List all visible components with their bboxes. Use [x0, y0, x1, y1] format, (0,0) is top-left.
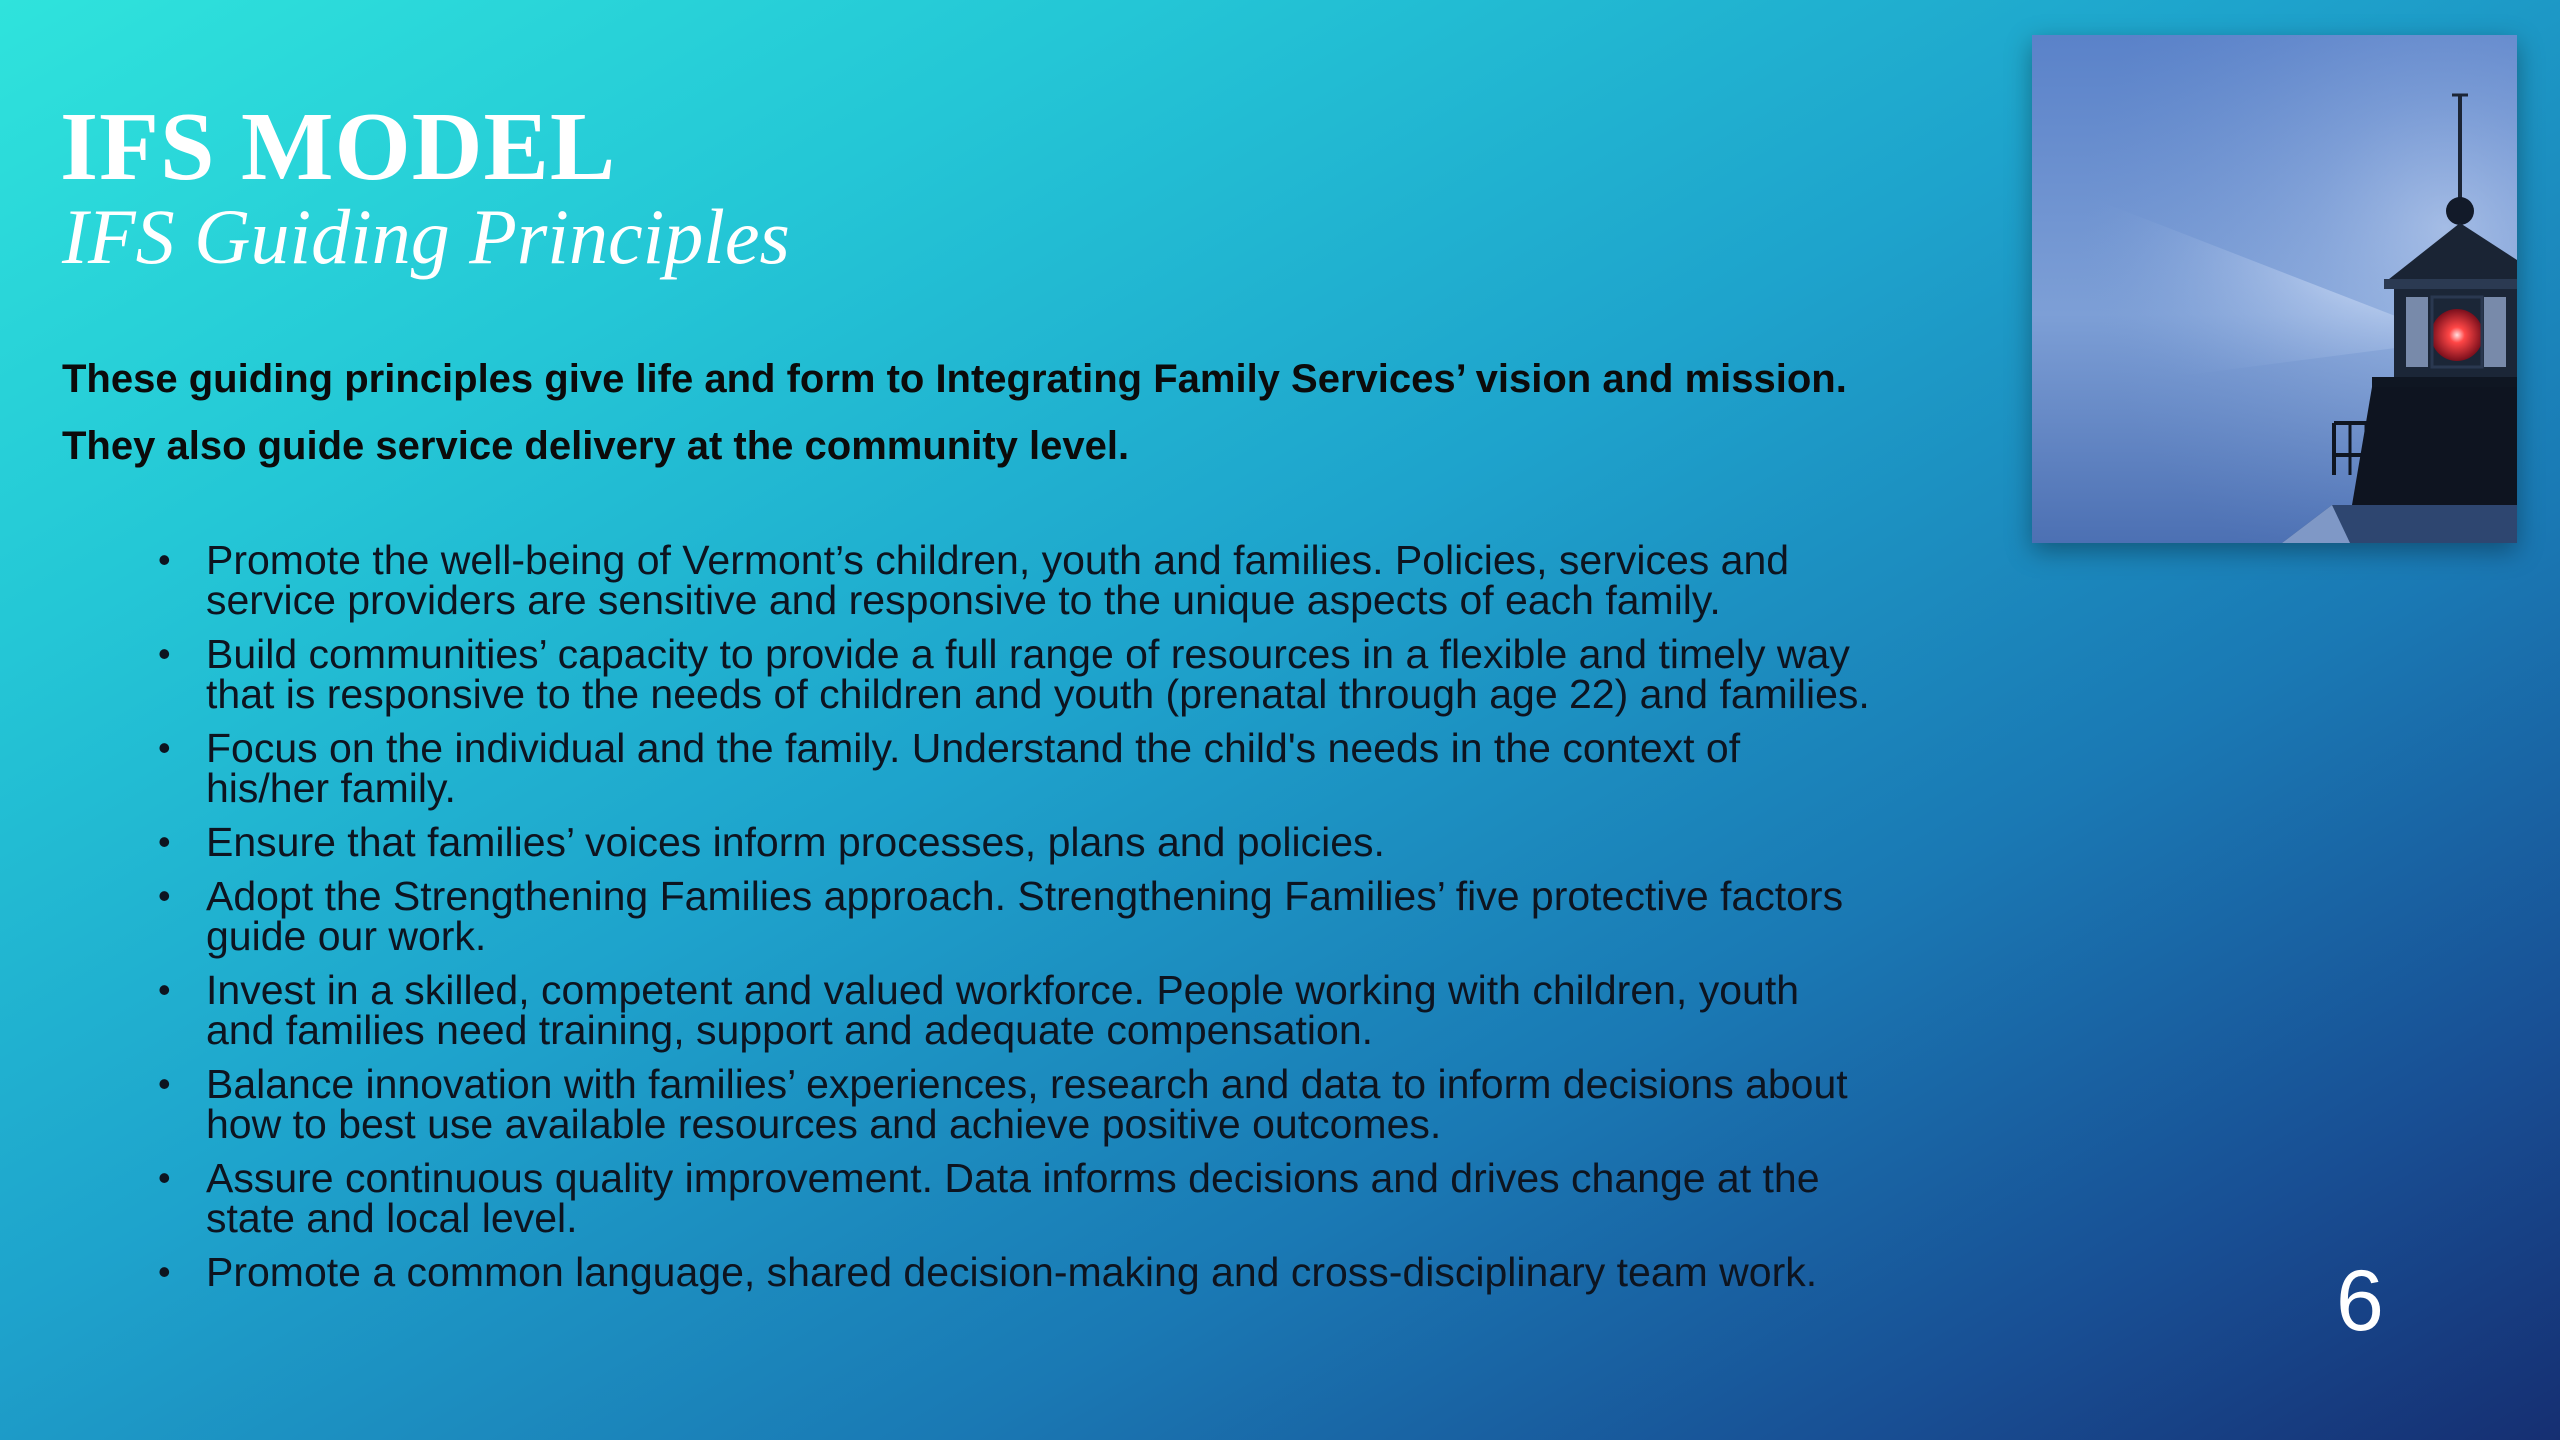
list-item-line: Focus on the individual and the family. Understand the child's needs in the context of: [206, 725, 1741, 771]
list-item-line: that is responsive to the needs of children and youth (prenatal through age 22) and families.: [206, 671, 1870, 717]
list-item-line: guide our work.: [206, 913, 487, 959]
list-item-line: service providers are sensitive and responsive to the unique aspects of each family.: [206, 577, 1721, 623]
list-item-line: Balance innovation with families’ experiences, research and data to inform decisions about: [206, 1061, 1848, 1107]
list-item: [150, 967, 2020, 1053]
bullet-icon: •: [158, 633, 171, 674]
bullet-icon: •: [158, 1251, 171, 1292]
intro-text: [62, 346, 1962, 480]
bullet-icon: •: [158, 969, 171, 1010]
list-item: [150, 631, 2020, 717]
page-number: 6: [2336, 1253, 2384, 1349]
list-item: [150, 537, 2020, 623]
lighthouse-photo: [2032, 35, 2517, 543]
list-item-line: Promote the well-being of Vermont’s children, youth and families. Policies, services and: [206, 537, 1790, 583]
list-item: [150, 1061, 2020, 1147]
list-item: [150, 1249, 2020, 1295]
bullet-icon: •: [158, 875, 171, 916]
list-item-line: and families need training, support and adequate compensation.: [206, 1007, 1374, 1053]
slide-title: IFS MODEL: [60, 93, 617, 201]
list-item-line: Promote a common language, shared decision-making and cross-disciplinary team work.: [206, 1249, 1818, 1295]
list-item-line: Assure continuous quality improvement. Data informs decisions and drives change at the: [206, 1155, 1820, 1201]
list-item-line: how to best use available resources and achieve positive outcomes.: [206, 1101, 1442, 1147]
list-item-line: Adopt the Strengthening Families approach. Strengthening Families’ five protective factors: [206, 873, 1844, 919]
bullet-icon: •: [158, 727, 171, 768]
intro-line-1: These guiding principles give life and form to Integrating Family Services’ vision and mission.: [62, 357, 1847, 401]
list-item-line: his/her family.: [206, 765, 456, 811]
list-item: [150, 1155, 2020, 1241]
list-item-line: state and local level.: [206, 1195, 578, 1241]
bullet-icon: •: [158, 1157, 171, 1198]
list-item: [150, 725, 2020, 811]
list-item: [150, 819, 2020, 865]
list-item-line: Ensure that families’ voices inform processes, plans and policies.: [206, 819, 1385, 865]
list-item-line: Build communities’ capacity to provide a full range of resources in a flexible and timely way: [206, 631, 1850, 677]
bullet-icon: •: [158, 1063, 171, 1104]
intro-line-2: They also guide service delivery at the community level.: [62, 424, 1130, 468]
list-item: [150, 873, 2020, 959]
principles-list: [150, 537, 2020, 1306]
list-item-line: Invest in a skilled, competent and valued workforce. People working with children, youth: [206, 967, 1800, 1013]
slide-subtitle: IFS Guiding Principles: [62, 193, 790, 280]
bullet-icon: •: [158, 821, 171, 862]
bullet-icon: •: [158, 539, 171, 580]
